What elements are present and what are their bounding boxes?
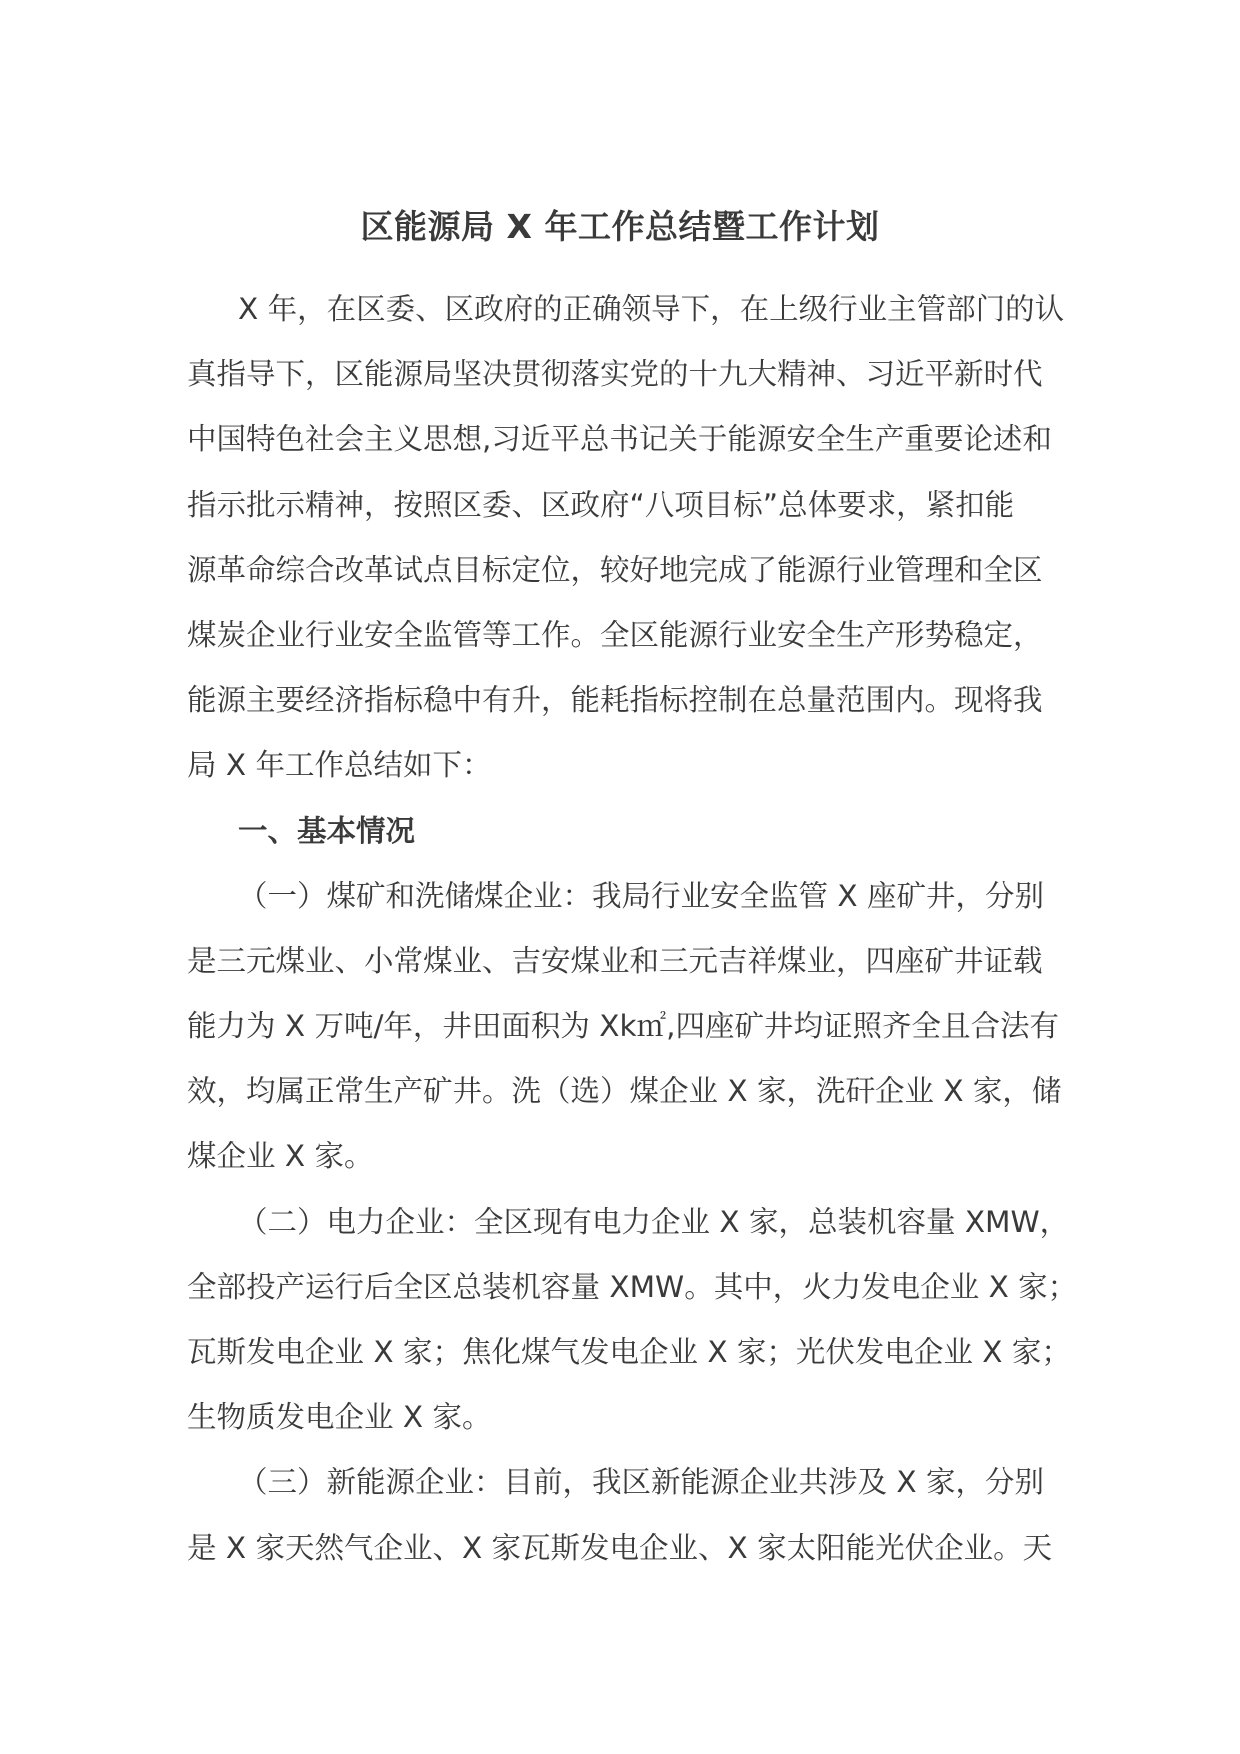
- paragraph-line: 生物质发电企业 X 家。: [187, 1400, 492, 1435]
- paragraph-line: 能源主要经济指标稳中有升，能耗指标控制在总量范围内。现将我: [187, 683, 1043, 718]
- paragraph-line: （一）煤矿和洗储煤企业：我局行业安全监管 X 座矿井，分别: [238, 878, 1044, 913]
- paragraph-line: 是三元煤业、小常煤业、吉安煤业和三元吉祥煤业，四座矿井证载: [187, 943, 1043, 978]
- paragraph-line: （三）新能源企业：目前，我区新能源企业共涉及 X 家，分别: [238, 1465, 1044, 1500]
- paragraph-line: 全部投产运行后全区总装机容量 XMW。其中，火力发电企业 X 家；: [187, 1269, 1078, 1304]
- paragraph-line: X 年，在区委、区政府的正确领导下，在上级行业主管部门的认: [238, 292, 1065, 326]
- paragraph-line: 源革命综合改革试点目标定位，较好地完成了能源行业管理和全区: [187, 552, 1043, 587]
- section-heading: 一、基本情况: [238, 813, 416, 848]
- paragraph-line: 效，均属正常生产矿井。洗（选）煤企业 X 家，洗矸企业 X 家，储: [187, 1074, 1062, 1109]
- paragraph-line: 局 X 年工作总结如下：: [187, 748, 492, 783]
- paragraph-line: 能力为 X 万吨/年，井田面积为 Xk㎡,四座矿井均证照齐全且合法有: [187, 1009, 1059, 1044]
- paragraph-line: （二）电力企业：全区现有电力企业 X 家，总装机容量 XMW，: [238, 1204, 1070, 1239]
- paragraph-line: 真指导下，区能源局坚决贯彻落实党的十九大精神、习近平新时代: [187, 357, 1043, 392]
- paragraph-line: 是 X 家天然气企业、X 家瓦斯发电企业、X 家太阳能光伏企业。天: [187, 1530, 1053, 1565]
- paragraph-line: 煤企业 X 家。: [187, 1139, 374, 1174]
- paragraph-line: 指示批示精神，按照区委、区政府“八项目标”总体要求，紧扣能: [187, 487, 1015, 522]
- paragraph-line: 瓦斯发电企业 X 家；焦化煤气发电企业 X 家；光伏发电企业 X 家；: [187, 1335, 1071, 1369]
- document-title: 区能源局 X 年工作总结暨工作计划: [360, 207, 880, 246]
- paragraph-line: 煤炭企业行业安全监管等工作。全区能源行业安全生产形势稳定，: [187, 617, 1043, 652]
- document-body: [187, 277, 1078, 1581]
- paragraph-line: 中国特色社会主义思想,习近平总书记关于能源安全生产重要论述和: [187, 422, 1052, 457]
